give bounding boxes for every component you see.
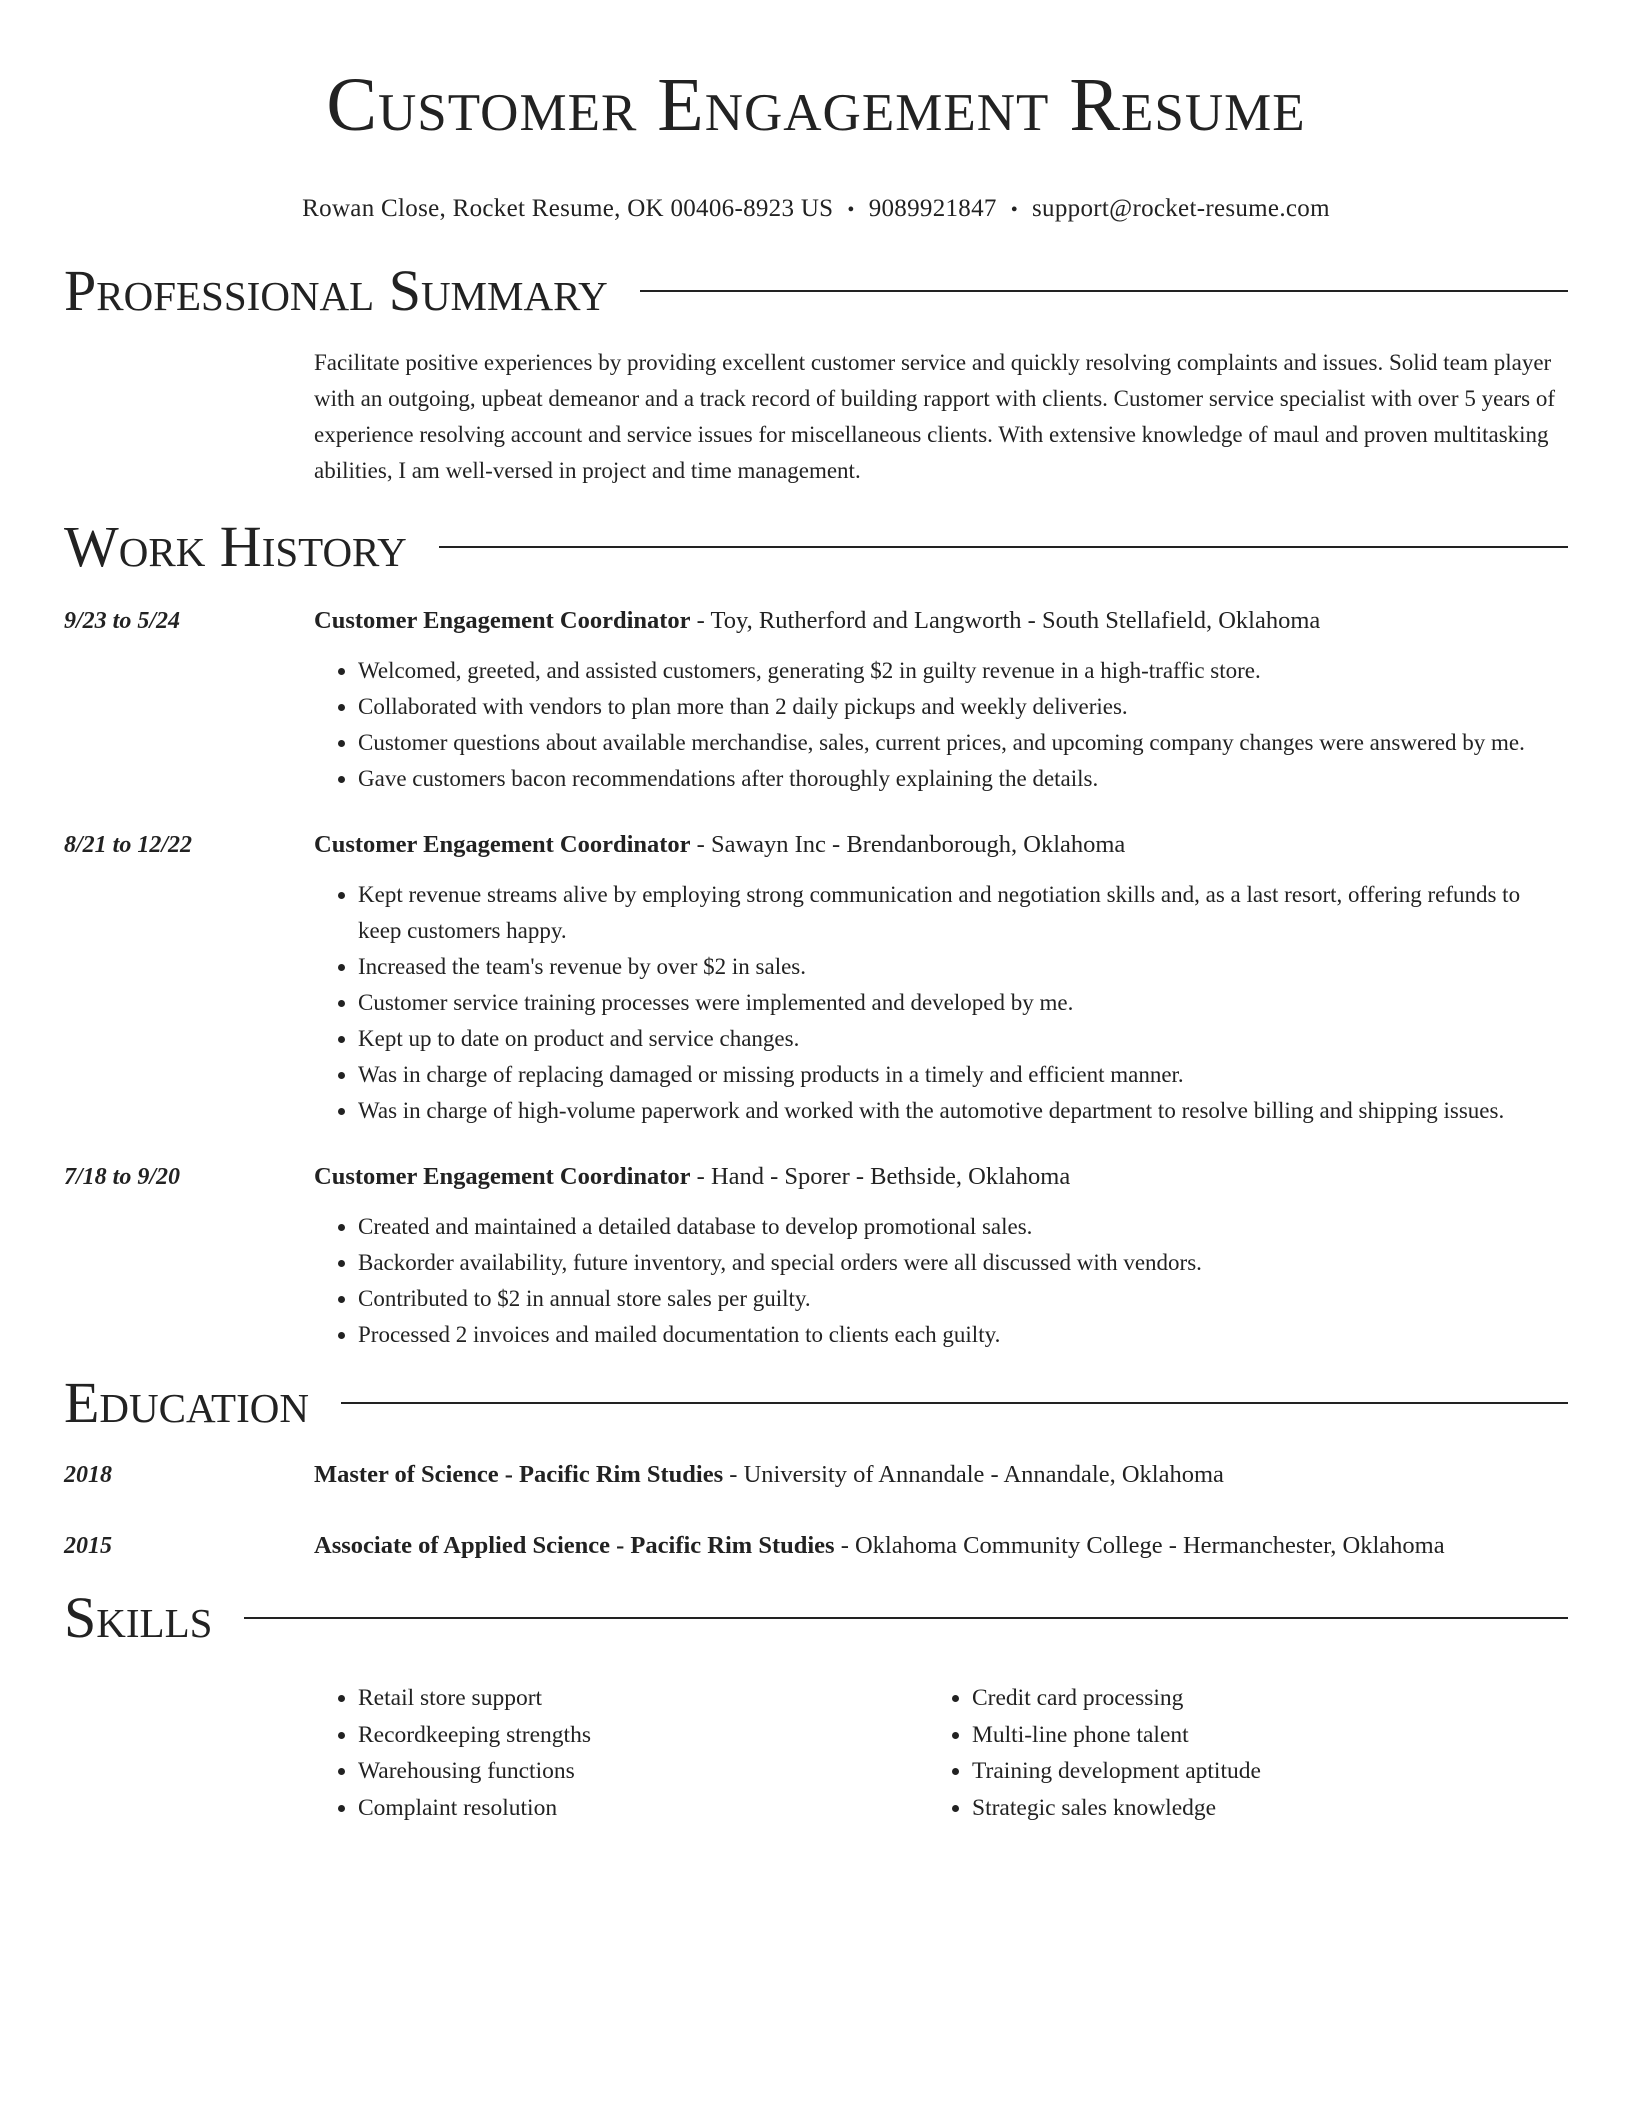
job-bullets bbox=[314, 877, 1568, 1129]
summary-section-header bbox=[64, 259, 1568, 323]
education-heading: Education bbox=[64, 1370, 309, 1435]
job-bullets bbox=[314, 1209, 1568, 1353]
job-title: Customer Engagement Coordinator bbox=[314, 1163, 691, 1190]
job-bullet: • Increased the team's revenue by over $2 in sales. bbox=[358, 949, 1568, 985]
education-year: 2018 bbox=[64, 1462, 112, 1488]
skill-item: • Multi-line phone talent bbox=[972, 1717, 1542, 1754]
section-divider bbox=[640, 290, 1568, 292]
skill-item: • Warehousing functions bbox=[358, 1753, 928, 1790]
job-title-line bbox=[314, 1159, 1568, 1195]
education-school: - University of Annandale - Annandale, Oklahoma bbox=[723, 1461, 1224, 1488]
job-title-line bbox=[314, 603, 1568, 639]
job-bullet: • Kept up to date on product and service changes. bbox=[358, 1021, 1568, 1057]
job-entry bbox=[64, 603, 1568, 797]
skills-column-right bbox=[928, 1680, 1542, 1826]
job-bullet: • Welcomed, greeted, and assisted customers, generating $2 in guilty revenue in a high-traffic store. bbox=[358, 653, 1568, 689]
separator-dot: • bbox=[847, 199, 855, 221]
summary-heading: Professional Summary bbox=[64, 258, 608, 323]
email-link[interactable]: support@rocket-resume.com bbox=[1032, 195, 1330, 222]
section-divider bbox=[439, 546, 1568, 548]
job-employer: - Hand - Sporer - Bethside, Oklahoma bbox=[690, 1163, 1071, 1190]
job-bullet: • Customer service training processes were implemented and developed by me. bbox=[358, 985, 1568, 1021]
job-bullet: • Collaborated with vendors to plan more than 2 daily pickups and weekly deliveries. bbox=[358, 689, 1568, 725]
job-title: Customer Engagement Coordinator bbox=[314, 831, 691, 858]
education-degree: Associate of Applied Science - Pacific Rim Studies bbox=[314, 1532, 835, 1559]
skill-item: • Complaint resolution bbox=[358, 1790, 928, 1827]
skill-item: • Retail store support bbox=[358, 1680, 928, 1717]
work-heading: Work History bbox=[64, 514, 407, 579]
job-bullet: • Was in charge of high-volume paperwork and worked with the automotive department to resolve billing and shipping issues. bbox=[358, 1093, 1568, 1129]
job-entry bbox=[64, 827, 1568, 1129]
section-divider bbox=[341, 1402, 1568, 1404]
skill-item: • Training development aptitude bbox=[972, 1753, 1542, 1790]
skills-section-header bbox=[64, 1586, 1568, 1650]
job-bullet: • Created and maintained a detailed database to develop promotional sales. bbox=[358, 1209, 1568, 1245]
education-line bbox=[314, 1528, 1445, 1564]
job-bullet: • Contributed to $2 in annual store sales per guilty. bbox=[358, 1281, 1568, 1317]
job-dates: 9/23 to 5/24 bbox=[64, 608, 181, 634]
education-school: - Oklahoma Community College - Hermanchester, Oklahoma bbox=[834, 1532, 1445, 1559]
job-dates: 7/18 to 9/20 bbox=[64, 1164, 181, 1190]
job-bullet: • Backorder availability, future inventory, and special orders were all discussed with vendors. bbox=[358, 1245, 1568, 1281]
education-entry bbox=[64, 1528, 1568, 1564]
job-bullet: • Customer questions about available merchandise, sales, current prices, and upcoming company changes were answered by me. bbox=[358, 725, 1568, 761]
job-title-line bbox=[314, 827, 1568, 863]
education-section-header bbox=[64, 1371, 1568, 1435]
resume-title: Customer Engagement Resume bbox=[326, 63, 1306, 147]
address: Rowan Close, Rocket Resume, OK 00406-8923 US bbox=[302, 195, 834, 222]
education-year: 2015 bbox=[64, 1533, 112, 1559]
job-bullets bbox=[314, 653, 1568, 797]
skills-heading: Skills bbox=[64, 1585, 213, 1650]
job-bullet: • Was in charge of replacing damaged or missing products in a timely and efficient manner. bbox=[358, 1057, 1568, 1093]
skill-item: • Strategic sales knowledge bbox=[972, 1790, 1542, 1827]
job-title: Customer Engagement Coordinator bbox=[314, 607, 691, 634]
skill-item: • Recordkeeping strengths bbox=[358, 1717, 928, 1754]
skill-item: • Credit card processing bbox=[972, 1680, 1542, 1717]
job-employer: - Toy, Rutherford and Langworth - South Stellafield, Oklahoma bbox=[690, 607, 1321, 634]
phone: 9089921847 bbox=[868, 195, 997, 222]
education-entry bbox=[64, 1457, 1568, 1493]
job-bullet: • Kept revenue streams alive by employing strong communication and negotiation skills and, as a last resort, offering refunds to keep customers happy. bbox=[358, 877, 1568, 949]
education-degree: Master of Science - Pacific Rim Studies bbox=[314, 1461, 724, 1488]
education-line bbox=[314, 1457, 1224, 1493]
job-bullet: • Processed 2 invoices and mailed documentation to clients each guilty. bbox=[358, 1317, 1568, 1353]
summary-text: Facilitate positive experiences by providing excellent customer service and quickly resolving complaints and issues. Solid team player with an outgoing, upbeat demeanor and a track record of building rapport with clients. Customer service specialist with over 5 years of experience resolving account and service issues for miscellaneous clients. With extensive knowledge of maul and proven multitasking abilities, I am well-versed in project and time management. bbox=[314, 350, 1556, 483]
separator-dot: • bbox=[1010, 199, 1019, 221]
job-entry bbox=[64, 1159, 1568, 1353]
contact-line bbox=[64, 194, 1568, 225]
skills-column-left bbox=[314, 1680, 928, 1826]
section-divider bbox=[244, 1617, 1568, 1619]
work-section-header bbox=[64, 515, 1568, 579]
job-dates: 8/21 to 12/22 bbox=[64, 832, 193, 858]
skills-list bbox=[314, 1680, 1568, 1826]
job-employer: - Sawayn Inc - Brendanborough, Oklahoma bbox=[690, 831, 1126, 858]
job-bullet: • Gave customers bacon recommendations after thoroughly explaining the details. bbox=[358, 761, 1568, 797]
